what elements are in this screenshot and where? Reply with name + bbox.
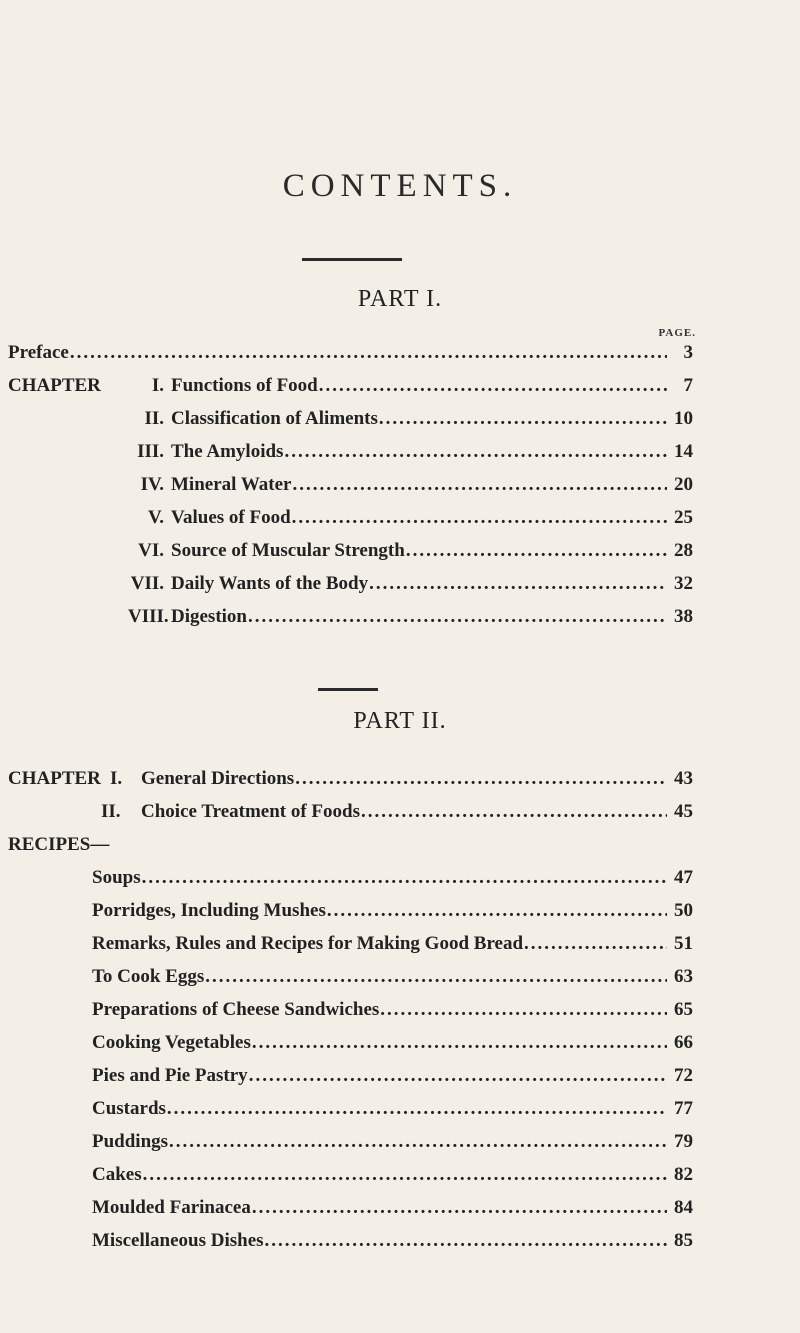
toc-entry-chapter[interactable] [8, 801, 693, 827]
toc-page-number: 82 [674, 1164, 693, 1185]
dot-leader [70, 342, 667, 364]
toc-entry-label: Puddings [92, 1131, 169, 1152]
dot-leader [369, 573, 667, 595]
toc-entry-label: Pies and Pie Pastry [92, 1065, 248, 1086]
toc-entry-label: Daily Wants of the Body [171, 573, 369, 594]
toc-entry-recipe[interactable] [92, 1197, 693, 1223]
toc-page-number: 84 [674, 1197, 693, 1218]
toc-entry-label: Custards [92, 1098, 166, 1119]
toc-entry-label: Remarks, Rules and Recipes for Making Good Bread [92, 933, 524, 954]
chapter-number: II. [101, 801, 121, 822]
chapter-number: VIII. [128, 606, 169, 627]
dot-leader [249, 1065, 667, 1087]
page-column-label: PAGE. [658, 327, 696, 339]
toc-page-number: 66 [674, 1032, 693, 1053]
toc-entry-recipe[interactable] [92, 867, 693, 893]
toc-page-number: 50 [674, 900, 693, 921]
toc-page-number: 25 [674, 507, 693, 528]
toc-page-number: 10 [674, 408, 693, 429]
recipes-heading: RECIPES— [8, 834, 110, 855]
toc-entry-recipe[interactable] [92, 999, 693, 1025]
chapter-number: V. [147, 507, 164, 528]
dot-leader [167, 1098, 667, 1120]
toc-entry-recipe[interactable] [92, 900, 693, 926]
toc-entry-recipe[interactable] [92, 1230, 693, 1256]
toc-page-number: 72 [674, 1065, 693, 1086]
toc-page-number: 32 [674, 573, 693, 594]
dot-leader [252, 1197, 667, 1219]
toc-entry-chapter[interactable] [8, 540, 693, 566]
toc-entry-label: Classification of Aliments [171, 408, 378, 429]
dot-leader [252, 1032, 667, 1054]
toc-page-number: 43 [674, 768, 693, 789]
chapter-number: III. [137, 441, 164, 462]
part-divider-rule [318, 688, 378, 691]
chapter-number: I. [110, 768, 123, 789]
toc-entry-chapter[interactable] [8, 441, 693, 467]
toc-entry-label: Cakes [92, 1164, 142, 1185]
toc-page-number: 28 [674, 540, 693, 561]
toc-page-number: 51 [674, 933, 693, 954]
dot-leader [292, 507, 667, 529]
part-1-heading: PART I. [357, 286, 443, 312]
toc-entry-recipe[interactable] [92, 1032, 693, 1058]
dot-leader [205, 966, 667, 988]
toc-page-number: 14 [674, 441, 693, 462]
dot-leader [524, 933, 667, 955]
chapter-number: I. [151, 375, 164, 396]
toc-entry-chapter[interactable] [8, 474, 693, 500]
dot-leader [295, 768, 667, 790]
toc-entry-label: Soups [92, 867, 141, 888]
dot-leader [142, 867, 667, 889]
chapter-word: CHAPTER [8, 768, 101, 789]
toc-entry-label: Moulded Farinacea [92, 1197, 251, 1218]
toc-entry-label: Choice Treatment of Foods [141, 801, 361, 822]
dot-leader [319, 375, 667, 397]
toc-entry-label: Source of Muscular Strength [171, 540, 405, 561]
chapter-word: CHAPTER [8, 375, 101, 396]
toc-page-number: 77 [674, 1098, 693, 1119]
dot-leader [361, 801, 667, 823]
toc-entry-label: Porridges, Including Mushes [92, 900, 326, 921]
chapter-number: VII. [130, 573, 164, 594]
toc-entry-label: General Directions [141, 768, 295, 789]
toc-page-number: 63 [674, 966, 693, 987]
toc-entry-preface[interactable] [8, 342, 693, 368]
part-2-heading: PART II. [353, 708, 447, 734]
dot-leader [292, 474, 667, 496]
dot-leader [169, 1131, 667, 1153]
toc-entry-label: To Cook Eggs [92, 966, 205, 987]
toc-entry-label: Digestion [171, 606, 247, 627]
toc-entry-chapter[interactable] [8, 768, 693, 794]
title-rule [302, 258, 402, 261]
chapter-number: VI. [138, 540, 164, 561]
toc-entry-chapter[interactable] [8, 606, 693, 632]
toc-page-number: 65 [674, 999, 693, 1020]
dot-leader [379, 408, 667, 430]
dot-leader [327, 900, 667, 922]
toc-page-number: 7 [683, 375, 693, 396]
toc-page-number: 20 [674, 474, 693, 495]
toc-entry-label: Mineral Water [171, 474, 292, 495]
toc-page-number: 38 [674, 606, 693, 627]
toc-entry-recipe[interactable] [92, 933, 693, 959]
toc-entry-label: Preface [8, 342, 69, 363]
toc-entry-recipe[interactable] [92, 1098, 693, 1124]
dot-leader [248, 606, 667, 628]
toc-entry-label: Miscellaneous Dishes [92, 1230, 264, 1251]
toc-entry-label: The Amyloids [171, 441, 284, 462]
dot-leader [380, 999, 667, 1021]
dot-leader [284, 441, 667, 463]
toc-entry-label: Values of Food [171, 507, 291, 528]
dot-leader [265, 1230, 667, 1252]
toc-page-number: 3 [683, 342, 693, 363]
toc-entry-recipe[interactable] [92, 1164, 693, 1190]
toc-entry-recipe[interactable] [92, 1065, 693, 1091]
toc-entry-chapter[interactable] [8, 375, 693, 401]
toc-page-number: 45 [674, 801, 693, 822]
toc-entry-label: Preparations of Cheese Sandwiches [92, 999, 380, 1020]
chapter-number: IV. [140, 474, 164, 495]
toc-entry-chapter[interactable] [8, 507, 693, 533]
toc-entry-chapter[interactable] [8, 573, 693, 599]
toc-entry-recipe[interactable] [92, 1131, 693, 1157]
dot-leader [143, 1164, 667, 1186]
toc-entry-label: Cooking Vegetables [92, 1032, 251, 1053]
toc-page-number: 85 [674, 1230, 693, 1251]
toc-page-number: 47 [674, 867, 693, 888]
page-title: CONTENTS. [282, 168, 518, 204]
toc-entry-recipe[interactable] [92, 966, 693, 992]
toc-entry-label: Functions of Food [171, 375, 318, 396]
toc-page-number: 79 [674, 1131, 693, 1152]
dot-leader [406, 540, 667, 562]
toc-entry-chapter[interactable] [8, 408, 693, 434]
chapter-number: II. [144, 408, 164, 429]
